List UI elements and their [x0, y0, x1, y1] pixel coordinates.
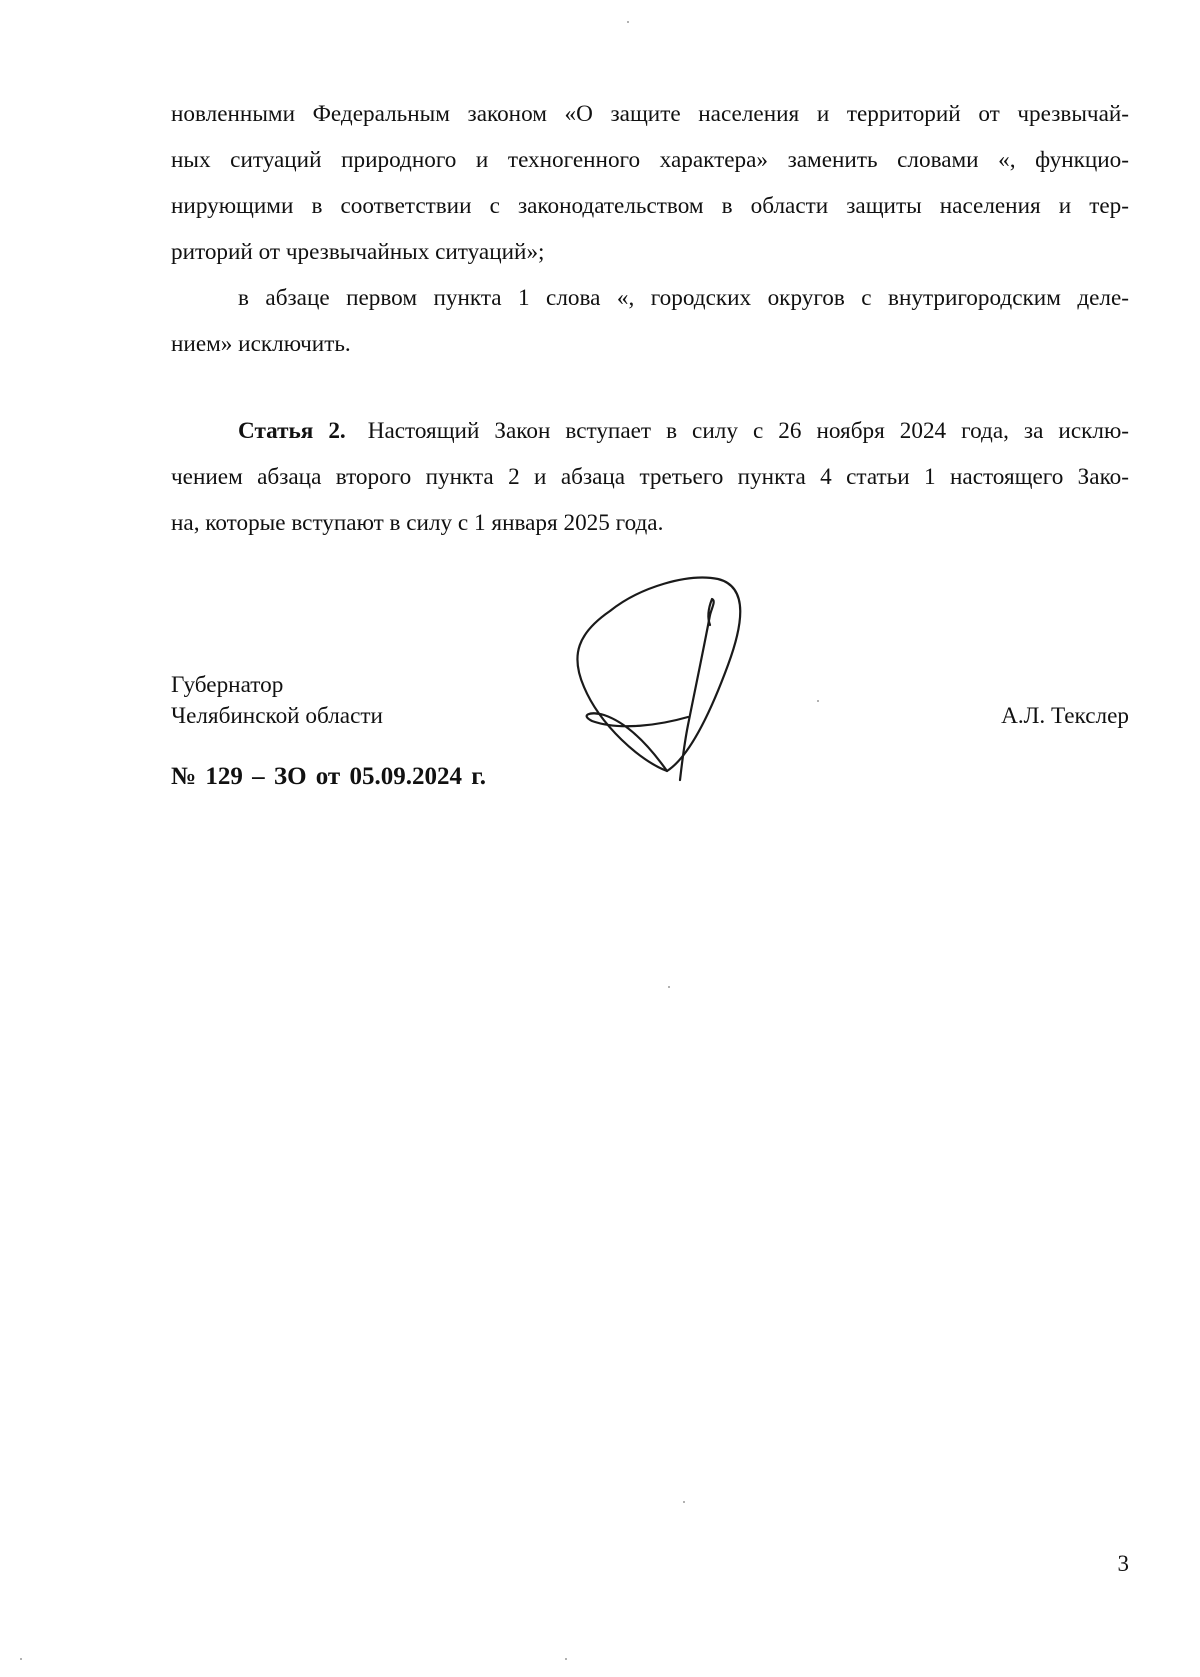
signer-name: А.Л. Текслер: [1001, 703, 1129, 729]
article-text: Настоящий Закон вступает в силу с 26 ноября 2024 года, за исклю-: [367, 418, 1129, 444]
paragraph-continuation: [171, 91, 1129, 275]
text-line: нием» исключить.: [171, 331, 351, 357]
scan-speck: [683, 1501, 685, 1503]
text-line: новленными Федеральным законом «О защите населения и территорий от чрезвычай-: [171, 101, 1129, 127]
article-2: [171, 408, 1129, 546]
scan-speck: [817, 700, 819, 702]
law-number-date: № 129 – ЗО от 05.09.2024 г.: [171, 763, 486, 790]
position-title: Губернатор: [171, 672, 284, 698]
scan-speck: [565, 1658, 567, 1660]
position-region: Челябинской области: [171, 703, 383, 729]
text-line: нирующими в соответствии с законодательством в области защиты населения и тер-: [171, 193, 1129, 219]
text-line: [171, 408, 1129, 454]
signatory-position: [171, 670, 383, 732]
handwritten-signature: [570, 575, 770, 790]
text-line: риторий от чрезвычайных ситуаций»;: [171, 239, 545, 265]
page-number: 3: [1117, 1551, 1129, 1576]
text-line: ных ситуаций природного и техногенного характера» заменить словами «, функцио-: [171, 147, 1129, 173]
scan-speck: [627, 21, 629, 23]
paragraph-amendment: [171, 275, 1129, 367]
article-label: Статья 2.: [238, 418, 346, 444]
text-line: на, которые вступают в силу с 1 января 2025 года.: [171, 510, 664, 536]
scan-speck: [20, 1658, 22, 1660]
text-line: чением абзаца второго пункта 2 и абзаца третьего пункта 4 статьи 1 настоящего Зако-: [171, 464, 1129, 490]
scan-speck: [668, 986, 670, 988]
text-line: в абзаце первом пункта 1 слова «, городских округов с внутригородским деле-: [238, 285, 1129, 311]
